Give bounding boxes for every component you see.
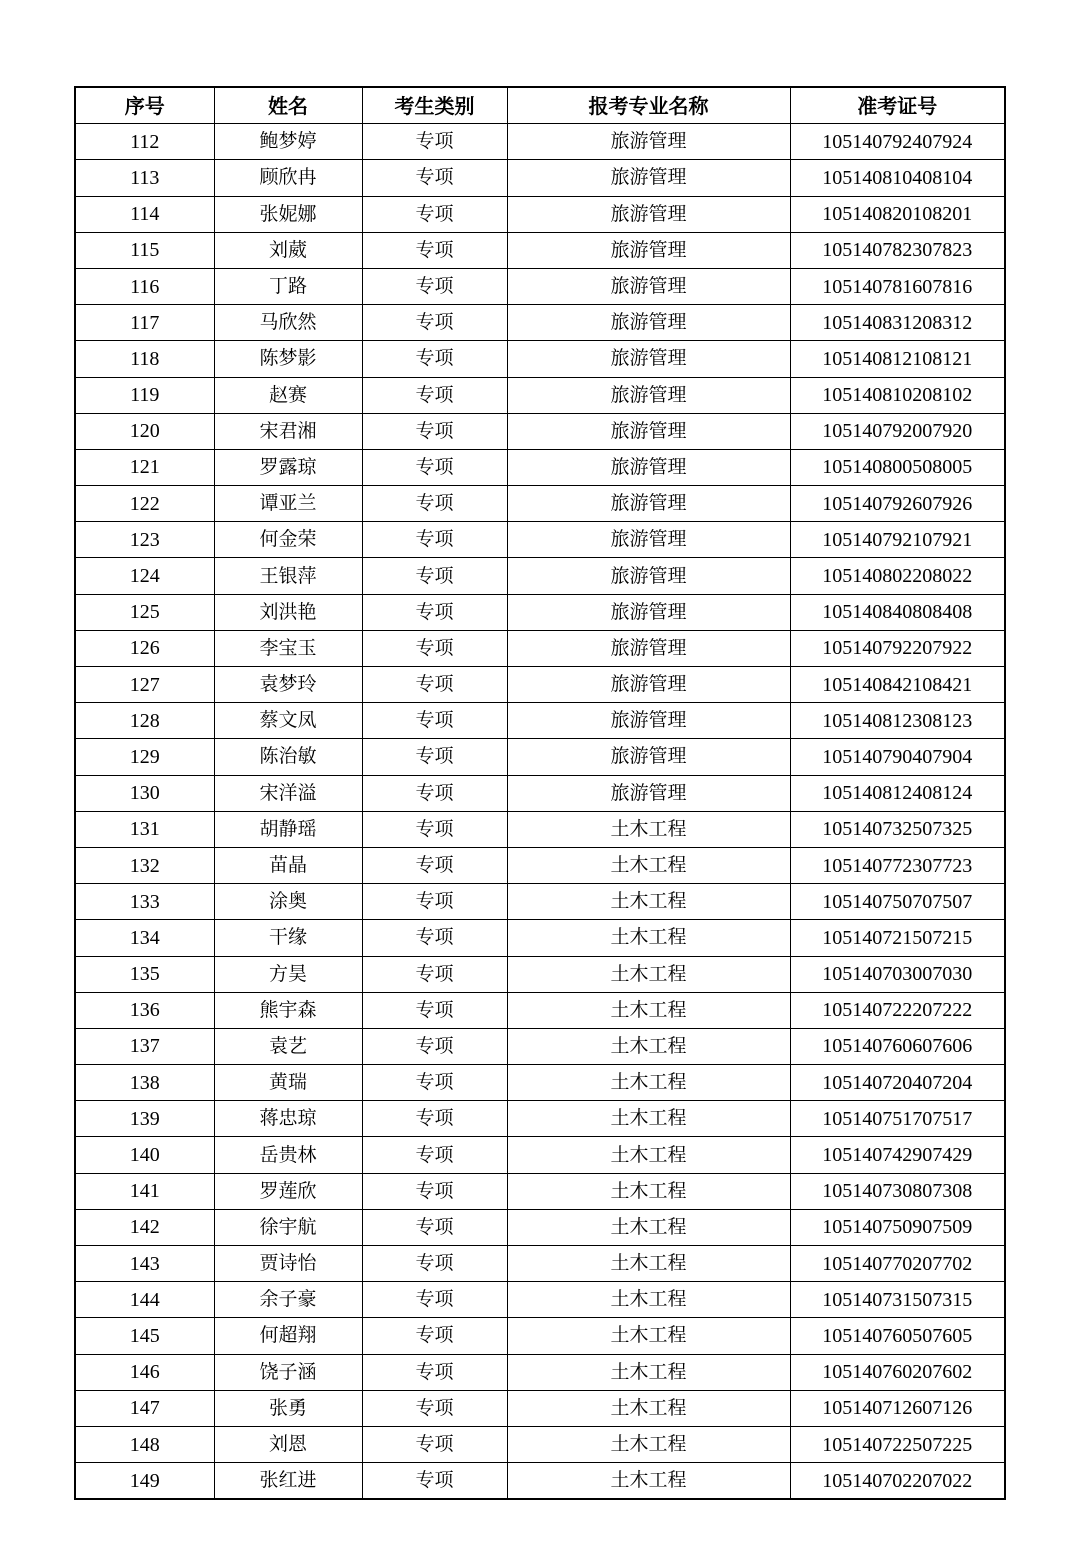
ticket-number-cell: 105140703007030 (790, 956, 1005, 992)
major-cell: 土木工程 (507, 1028, 790, 1064)
category-cell: 专项 (362, 1101, 507, 1137)
category-cell: 专项 (362, 124, 507, 160)
major-cell: 土木工程 (507, 1246, 790, 1282)
major-cell: 旅游管理 (507, 739, 790, 775)
ticket-number-cell: 105140810208102 (790, 377, 1005, 413)
major-cell: 土木工程 (507, 811, 790, 847)
admission-roster-table (74, 86, 1006, 1500)
category-cell: 专项 (362, 594, 507, 630)
category-cell: 专项 (362, 486, 507, 522)
table-row (75, 268, 1005, 304)
table-row (75, 630, 1005, 666)
table-row (75, 305, 1005, 341)
major-cell: 土木工程 (507, 1463, 790, 1500)
table-row (75, 1426, 1005, 1462)
ticket-number-cell: 105140702207022 (790, 1463, 1005, 1500)
serial-number-cell: 132 (75, 847, 214, 883)
ticket-number-cell: 105140800508005 (790, 449, 1005, 485)
category-cell: 专项 (362, 1246, 507, 1282)
name-cell: 李宝玉 (214, 630, 362, 666)
header-major-name: 报考专业名称 (507, 87, 790, 124)
major-cell: 旅游管理 (507, 268, 790, 304)
category-cell: 专项 (362, 775, 507, 811)
major-cell: 土木工程 (507, 1354, 790, 1390)
category-cell: 专项 (362, 1390, 507, 1426)
ticket-number-cell: 105140721507215 (790, 920, 1005, 956)
major-cell: 旅游管理 (507, 775, 790, 811)
ticket-number-cell: 105140781607816 (790, 268, 1005, 304)
ticket-number-cell: 105140812408124 (790, 775, 1005, 811)
serial-number-cell: 116 (75, 268, 214, 304)
name-cell: 顾欣冉 (214, 160, 362, 196)
name-cell: 胡静瑶 (214, 811, 362, 847)
ticket-number-cell: 105140842108421 (790, 667, 1005, 703)
name-cell: 熊宇森 (214, 992, 362, 1028)
table-row (75, 1137, 1005, 1173)
ticket-number-cell: 105140760607606 (790, 1028, 1005, 1064)
table-row (75, 956, 1005, 992)
table-row (75, 1318, 1005, 1354)
ticket-number-cell: 105140792107921 (790, 522, 1005, 558)
category-cell: 专项 (362, 160, 507, 196)
name-cell: 何超翔 (214, 1318, 362, 1354)
major-cell: 旅游管理 (507, 703, 790, 739)
category-cell: 专项 (362, 558, 507, 594)
category-cell: 专项 (362, 884, 507, 920)
serial-number-cell: 148 (75, 1426, 214, 1462)
ticket-number-cell: 105140731507315 (790, 1282, 1005, 1318)
name-cell: 张勇 (214, 1390, 362, 1426)
category-cell: 专项 (362, 847, 507, 883)
major-cell: 旅游管理 (507, 160, 790, 196)
category-cell: 专项 (362, 1137, 507, 1173)
name-cell: 方昊 (214, 956, 362, 992)
table-row (75, 992, 1005, 1028)
header-name: 姓名 (214, 87, 362, 124)
table-row (75, 1246, 1005, 1282)
category-cell: 专项 (362, 920, 507, 956)
name-cell: 苗晶 (214, 847, 362, 883)
ticket-number-cell: 105140840808408 (790, 594, 1005, 630)
name-cell: 张红进 (214, 1463, 362, 1500)
major-cell: 旅游管理 (507, 377, 790, 413)
category-cell: 专项 (362, 1318, 507, 1354)
name-cell: 赵赛 (214, 377, 362, 413)
table-row (75, 522, 1005, 558)
table-row (75, 377, 1005, 413)
category-cell: 专项 (362, 1173, 507, 1209)
serial-number-cell: 145 (75, 1318, 214, 1354)
ticket-number-cell: 105140792607926 (790, 486, 1005, 522)
serial-number-cell: 113 (75, 160, 214, 196)
name-cell: 刘恩 (214, 1426, 362, 1462)
ticket-number-cell: 105140812108121 (790, 341, 1005, 377)
table-row (75, 1463, 1005, 1500)
major-cell: 土木工程 (507, 847, 790, 883)
table-row (75, 124, 1005, 160)
name-cell: 马欣然 (214, 305, 362, 341)
major-cell: 土木工程 (507, 1282, 790, 1318)
ticket-number-cell: 105140792407924 (790, 124, 1005, 160)
major-cell: 旅游管理 (507, 124, 790, 160)
major-cell: 旅游管理 (507, 630, 790, 666)
serial-number-cell: 128 (75, 703, 214, 739)
category-cell: 专项 (362, 341, 507, 377)
name-cell: 鲍梦婷 (214, 124, 362, 160)
ticket-number-cell: 105140831208312 (790, 305, 1005, 341)
ticket-number-cell: 105140760207602 (790, 1354, 1005, 1390)
table-body (75, 124, 1005, 1500)
ticket-number-cell: 105140792207922 (790, 630, 1005, 666)
name-cell: 刘葳 (214, 232, 362, 268)
category-cell: 专项 (362, 1282, 507, 1318)
category-cell: 专项 (362, 522, 507, 558)
ticket-number-cell: 105140812308123 (790, 703, 1005, 739)
major-cell: 旅游管理 (507, 196, 790, 232)
name-cell: 陈治敏 (214, 739, 362, 775)
category-cell: 专项 (362, 739, 507, 775)
category-cell: 专项 (362, 1426, 507, 1462)
name-cell: 涂奥 (214, 884, 362, 920)
major-cell: 旅游管理 (507, 522, 790, 558)
ticket-number-cell: 105140712607126 (790, 1390, 1005, 1426)
ticket-number-cell: 105140802208022 (790, 558, 1005, 594)
major-cell: 土木工程 (507, 1390, 790, 1426)
name-cell: 王银萍 (214, 558, 362, 594)
table-row (75, 594, 1005, 630)
name-cell: 蒋忠琼 (214, 1101, 362, 1137)
category-cell: 专项 (362, 305, 507, 341)
ticket-number-cell: 105140730807308 (790, 1173, 1005, 1209)
serial-number-cell: 130 (75, 775, 214, 811)
category-cell: 专项 (362, 1028, 507, 1064)
name-cell: 宋君湘 (214, 413, 362, 449)
serial-number-cell: 126 (75, 630, 214, 666)
table-row (75, 1390, 1005, 1426)
table-row (75, 486, 1005, 522)
table-row (75, 920, 1005, 956)
serial-number-cell: 138 (75, 1065, 214, 1101)
table-row (75, 667, 1005, 703)
ticket-number-cell: 105140820108201 (790, 196, 1005, 232)
major-cell: 旅游管理 (507, 305, 790, 341)
name-cell: 何金荣 (214, 522, 362, 558)
serial-number-cell: 119 (75, 377, 214, 413)
serial-number-cell: 127 (75, 667, 214, 703)
serial-number-cell: 129 (75, 739, 214, 775)
serial-number-cell: 139 (75, 1101, 214, 1137)
name-cell: 罗露琼 (214, 449, 362, 485)
serial-number-cell: 135 (75, 956, 214, 992)
major-cell: 旅游管理 (507, 667, 790, 703)
serial-number-cell: 137 (75, 1028, 214, 1064)
major-cell: 土木工程 (507, 1137, 790, 1173)
name-cell: 饶子涵 (214, 1354, 362, 1390)
header-serial-number: 序号 (75, 87, 214, 124)
serial-number-cell: 131 (75, 811, 214, 847)
major-cell: 旅游管理 (507, 594, 790, 630)
ticket-number-cell: 105140722207222 (790, 992, 1005, 1028)
ticket-number-cell: 105140790407904 (790, 739, 1005, 775)
serial-number-cell: 133 (75, 884, 214, 920)
ticket-number-cell: 105140770207702 (790, 1246, 1005, 1282)
serial-number-cell: 118 (75, 341, 214, 377)
serial-number-cell: 141 (75, 1173, 214, 1209)
name-cell: 贾诗怡 (214, 1246, 362, 1282)
serial-number-cell: 120 (75, 413, 214, 449)
category-cell: 专项 (362, 1354, 507, 1390)
ticket-number-cell: 105140750707507 (790, 884, 1005, 920)
major-cell: 土木工程 (507, 992, 790, 1028)
category-cell: 专项 (362, 667, 507, 703)
table-row (75, 1209, 1005, 1245)
ticket-number-cell: 105140760507605 (790, 1318, 1005, 1354)
table-row (75, 703, 1005, 739)
ticket-number-cell: 105140742907429 (790, 1137, 1005, 1173)
name-cell: 刘洪艳 (214, 594, 362, 630)
major-cell: 土木工程 (507, 920, 790, 956)
serial-number-cell: 114 (75, 196, 214, 232)
table-row (75, 775, 1005, 811)
table-row (75, 847, 1005, 883)
category-cell: 专项 (362, 196, 507, 232)
serial-number-cell: 146 (75, 1354, 214, 1390)
ticket-number-cell: 105140750907509 (790, 1209, 1005, 1245)
category-cell: 专项 (362, 449, 507, 485)
category-cell: 专项 (362, 1463, 507, 1500)
category-cell: 专项 (362, 703, 507, 739)
category-cell: 专项 (362, 630, 507, 666)
name-cell: 蔡文凤 (214, 703, 362, 739)
name-cell: 丁路 (214, 268, 362, 304)
serial-number-cell: 149 (75, 1463, 214, 1500)
name-cell: 罗莲欣 (214, 1173, 362, 1209)
table-row (75, 739, 1005, 775)
major-cell: 土木工程 (507, 1318, 790, 1354)
table-row (75, 341, 1005, 377)
ticket-number-cell: 105140782307823 (790, 232, 1005, 268)
table-row (75, 811, 1005, 847)
serial-number-cell: 115 (75, 232, 214, 268)
category-cell: 专项 (362, 811, 507, 847)
major-cell: 土木工程 (507, 1101, 790, 1137)
name-cell: 袁梦玲 (214, 667, 362, 703)
category-cell: 专项 (362, 413, 507, 449)
major-cell: 土木工程 (507, 956, 790, 992)
category-cell: 专项 (362, 1209, 507, 1245)
serial-number-cell: 122 (75, 486, 214, 522)
name-cell: 余子豪 (214, 1282, 362, 1318)
name-cell: 袁艺 (214, 1028, 362, 1064)
major-cell: 土木工程 (507, 1173, 790, 1209)
name-cell: 宋洋溢 (214, 775, 362, 811)
serial-number-cell: 121 (75, 449, 214, 485)
major-cell: 旅游管理 (507, 449, 790, 485)
major-cell: 土木工程 (507, 1209, 790, 1245)
name-cell: 干缘 (214, 920, 362, 956)
table-row (75, 232, 1005, 268)
serial-number-cell: 142 (75, 1209, 214, 1245)
header-admission-ticket-number: 准考证号 (790, 87, 1005, 124)
serial-number-cell: 112 (75, 124, 214, 160)
ticket-number-cell: 105140792007920 (790, 413, 1005, 449)
serial-number-cell: 136 (75, 992, 214, 1028)
category-cell: 专项 (362, 992, 507, 1028)
major-cell: 旅游管理 (507, 558, 790, 594)
table-row (75, 1354, 1005, 1390)
serial-number-cell: 124 (75, 558, 214, 594)
table-row (75, 558, 1005, 594)
category-cell: 专项 (362, 232, 507, 268)
major-cell: 土木工程 (507, 884, 790, 920)
name-cell: 陈梦影 (214, 341, 362, 377)
category-cell: 专项 (362, 268, 507, 304)
major-cell: 旅游管理 (507, 232, 790, 268)
name-cell: 黄瑞 (214, 1065, 362, 1101)
serial-number-cell: 144 (75, 1282, 214, 1318)
name-cell: 张妮娜 (214, 196, 362, 232)
name-cell: 谭亚兰 (214, 486, 362, 522)
ticket-number-cell: 105140810408104 (790, 160, 1005, 196)
category-cell: 专项 (362, 377, 507, 413)
serial-number-cell: 140 (75, 1137, 214, 1173)
serial-number-cell: 143 (75, 1246, 214, 1282)
table-row (75, 1101, 1005, 1137)
table-row (75, 196, 1005, 232)
name-cell: 岳贵林 (214, 1137, 362, 1173)
serial-number-cell: 147 (75, 1390, 214, 1426)
table-row (75, 1065, 1005, 1101)
major-cell: 旅游管理 (507, 341, 790, 377)
header-candidate-category: 考生类别 (362, 87, 507, 124)
ticket-number-cell: 105140772307723 (790, 847, 1005, 883)
name-cell: 徐宇航 (214, 1209, 362, 1245)
serial-number-cell: 123 (75, 522, 214, 558)
table-row (75, 160, 1005, 196)
ticket-number-cell: 105140720407204 (790, 1065, 1005, 1101)
table-row (75, 1173, 1005, 1209)
table-header-row (75, 87, 1005, 124)
category-cell: 专项 (362, 1065, 507, 1101)
major-cell: 旅游管理 (507, 486, 790, 522)
serial-number-cell: 125 (75, 594, 214, 630)
ticket-number-cell: 105140722507225 (790, 1426, 1005, 1462)
ticket-number-cell: 105140732507325 (790, 811, 1005, 847)
ticket-number-cell: 105140751707517 (790, 1101, 1005, 1137)
serial-number-cell: 117 (75, 305, 214, 341)
table-row (75, 884, 1005, 920)
table-row (75, 1028, 1005, 1064)
major-cell: 土木工程 (507, 1065, 790, 1101)
major-cell: 土木工程 (507, 1426, 790, 1462)
serial-number-cell: 134 (75, 920, 214, 956)
major-cell: 旅游管理 (507, 413, 790, 449)
table-row (75, 413, 1005, 449)
table-row (75, 449, 1005, 485)
table-row (75, 1282, 1005, 1318)
category-cell: 专项 (362, 956, 507, 992)
